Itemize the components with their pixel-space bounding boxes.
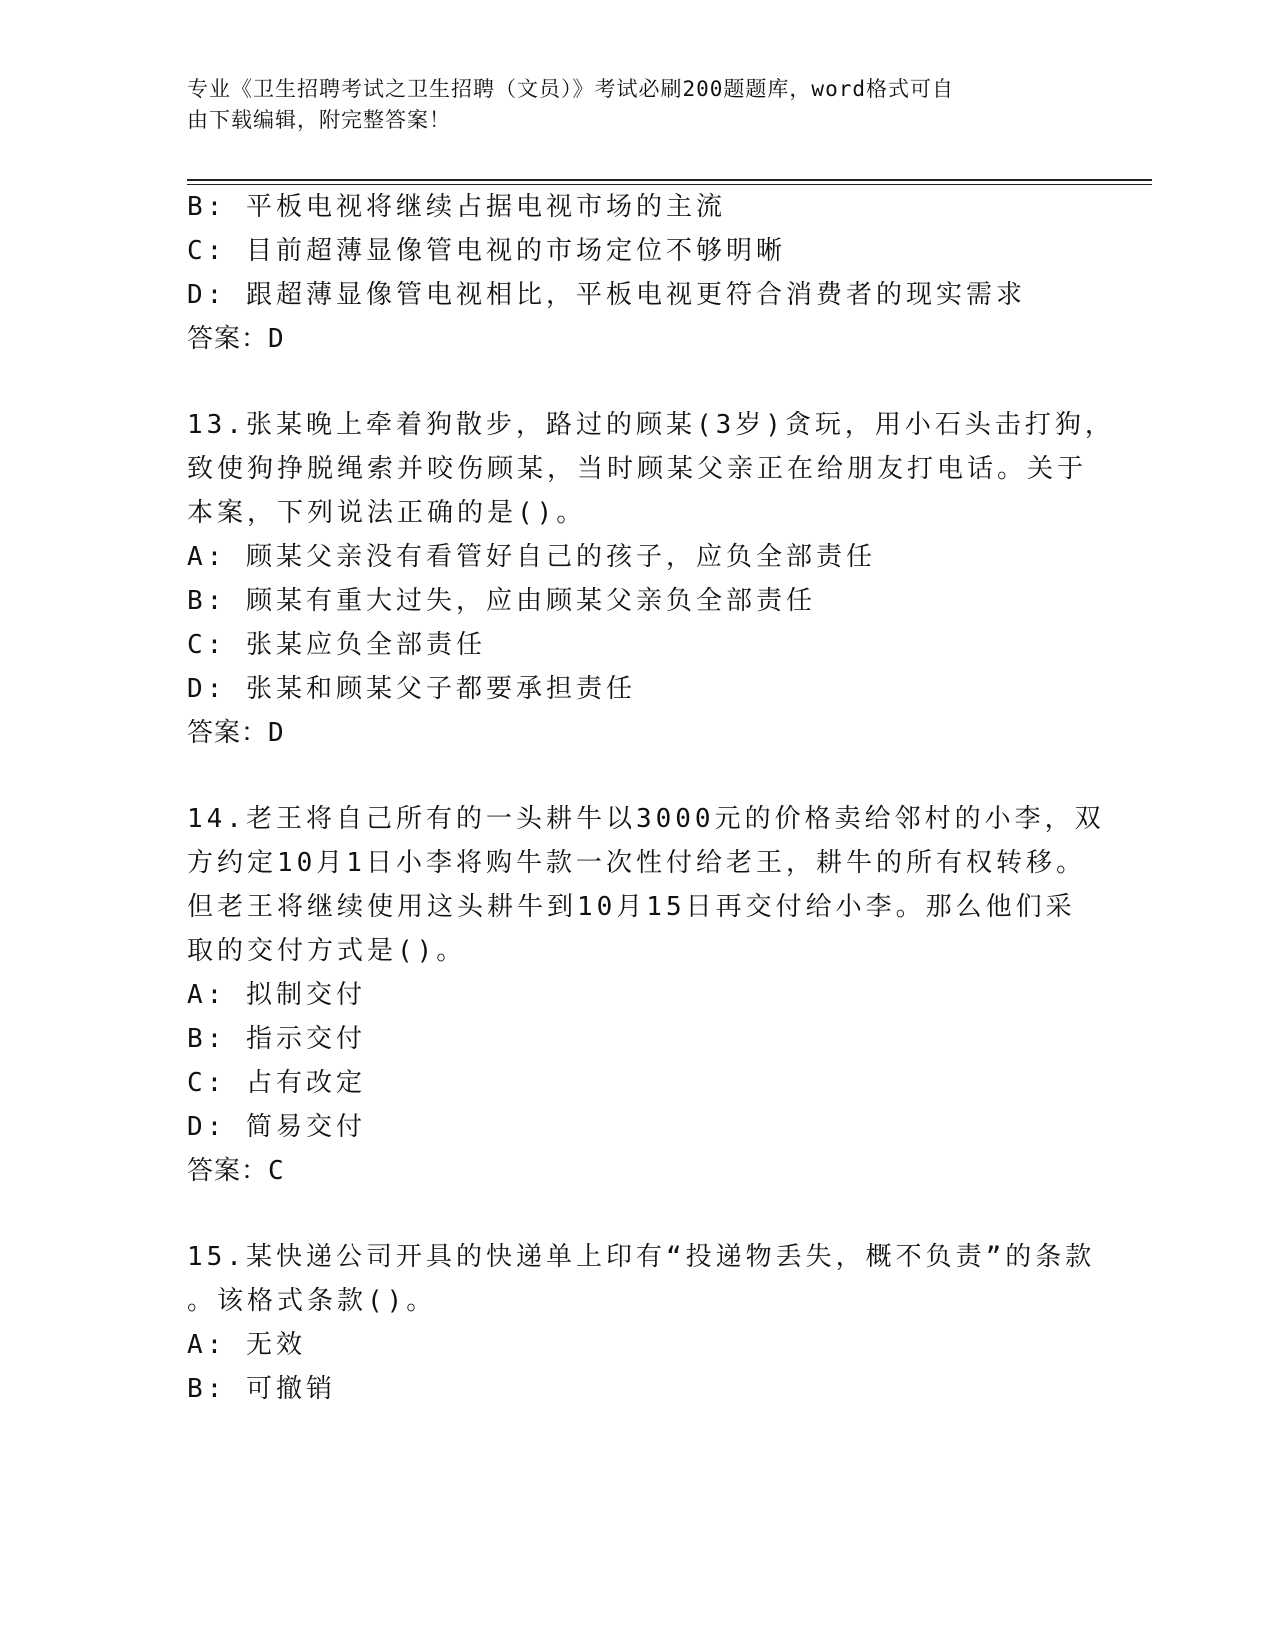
header-rule-thick — [187, 179, 1152, 181]
q12-option-d: D: 跟超薄显像管电视相比，平板电视更符合消费者的现实需求 — [187, 280, 1026, 310]
q14-answer: 答案：C — [187, 1156, 285, 1186]
q13-option-a: A: 顾某父亲没有看管好自己的孩子，应负全部责任 — [187, 542, 876, 572]
q12-option-c: C: 目前超薄显像管电视的市场定位不够明晰 — [187, 236, 786, 266]
q14-stem-line-1: 14.老王将自己所有的一头耕牛以3000元的价格卖给邻村的小李，双 — [187, 804, 1105, 834]
q14-option-d: D: 简易交付 — [187, 1112, 366, 1142]
q13-option-b: B: 顾某有重大过失，应由顾某父亲负全部责任 — [187, 586, 816, 616]
q14-option-c: C: 占有改定 — [187, 1068, 366, 1098]
q13-stem-line-3: 本案，下列说法正确的是()。 — [187, 498, 587, 528]
q13-stem-line-1: 13.张某晚上牵着狗散步，路过的顾某(3岁)贪玩，用小石头击打狗， — [187, 410, 1115, 440]
q14-option-b: B: 指示交付 — [187, 1024, 366, 1054]
document-header — [187, 74, 1067, 136]
header-title-line-2: 由下载编辑，附完整答案！ — [187, 108, 451, 132]
q13-option-d: D: 张某和顾某父子都要承担责任 — [187, 674, 636, 704]
q15-stem-line-2: 。该格式条款()。 — [187, 1286, 437, 1316]
header-title-line-1: 专业《卫生招聘考试之卫生招聘（文员）》考试必刷200题题库，word格式可自 — [187, 77, 954, 101]
q15-option-b: B: 可撤销 — [187, 1374, 336, 1404]
q13-answer: 答案：D — [187, 718, 285, 748]
q12-answer: 答案：D — [187, 324, 285, 354]
q13-stem-line-2: 致使狗挣脱绳索并咬伤顾某，当时顾某父亲正在给朋友打电话。关于 — [187, 454, 1088, 484]
q12-option-b: B: 平板电视将继续占据电视市场的主流 — [187, 192, 726, 222]
q15-stem-line-1: 15.某快递公司开具的快递单上印有“投递物丢失，概不负责”的条款 — [187, 1242, 1096, 1272]
header-rule-thin — [187, 184, 1152, 185]
q14-option-a: A: 拟制交付 — [187, 980, 366, 1010]
q13-option-c: C: 张某应负全部责任 — [187, 630, 486, 660]
q14-stem-line-4: 取的交付方式是()。 — [187, 936, 467, 966]
q14-stem-line-3: 但老王将继续使用这头耕牛到10月15日再交付给小李。那么他们采 — [187, 892, 1076, 922]
q15-option-a: A: 无效 — [187, 1330, 306, 1360]
q14-stem-line-2: 方约定10月1日小李将购牛款一次性付给老王，耕牛的所有权转移。 — [187, 848, 1086, 878]
